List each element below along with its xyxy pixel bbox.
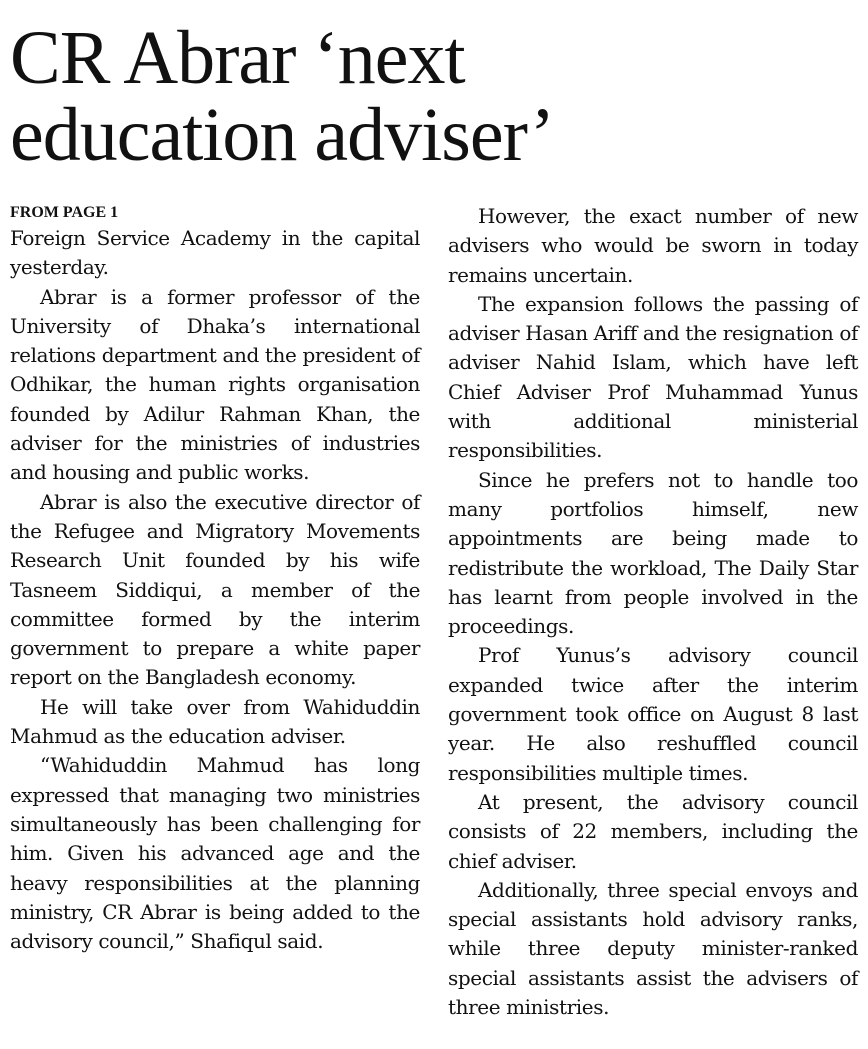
paragraph: Prof Yunus’s advisory council expanded twice after the interim government took office on August 8 last year. He also reshuffled council responsibilities multiple times. <box>448 643 858 785</box>
paragraph: He will take over from Wahiduddin Mahmud as the education adviser. <box>10 694 420 749</box>
paragraph: Additionally, three special envoys and special assistants hold advisory ranks, while three deputy minister-ranked special assistants assist the advisers of three ministries. <box>448 877 858 1020</box>
paragraph: Foreign Service Academy in the capital yesterday. <box>10 226 420 280</box>
right-column <box>448 202 858 1022</box>
continuation-kicker: FROM PAGE 1 <box>10 204 119 221</box>
headline-line-2: education adviser’ <box>10 93 555 177</box>
headline <box>10 16 860 177</box>
paragraph: However, the exact number of new advisers who would be sworn in today remains uncertain. <box>448 204 858 287</box>
paragraph: At present, the advisory council consists of 22 members, including the chief adviser. <box>448 789 858 873</box>
paragraph: The expansion follows the passing of adviser Hasan Ariff and the resignation of adviser Nahid Islam, which have left Chief Adviser Prof Muhammad Yunus with additional ministerial responsibilities. <box>448 291 858 463</box>
paragraph: Abrar is also the executive director of the Refugee and Migratory Movements Research Unit founded by his wife Tasneem Siddiqui, a member of the committee formed by the interim government to prepare a white paper report on the Bangladesh economy. <box>10 489 420 690</box>
headline-line-1: CR Abrar ‘next <box>10 16 465 100</box>
paragraph: Since he prefers not to handle too many portfolios himself, new appointments are being made to redistribute the workload, The Daily Star has learnt from people involved in the proceedings. <box>448 467 858 639</box>
paragraph: “Wahiduddin Mahmud has long expressed that managing two ministries simultaneously has been challenging for him. Given his advanced age and the heavy responsibilities at the planning ministry, CR Abrar is being added to the advisory council,” Shafiqul said. <box>10 753 420 954</box>
paragraph: Abrar is a former professor of the University of Dhaka’s international relations department and the president of Odhikar, the human rights organisation founded by Adilur Rahman Khan, the adviser for the ministries of industries and housing and public works. <box>10 284 420 485</box>
left-column <box>10 202 420 956</box>
